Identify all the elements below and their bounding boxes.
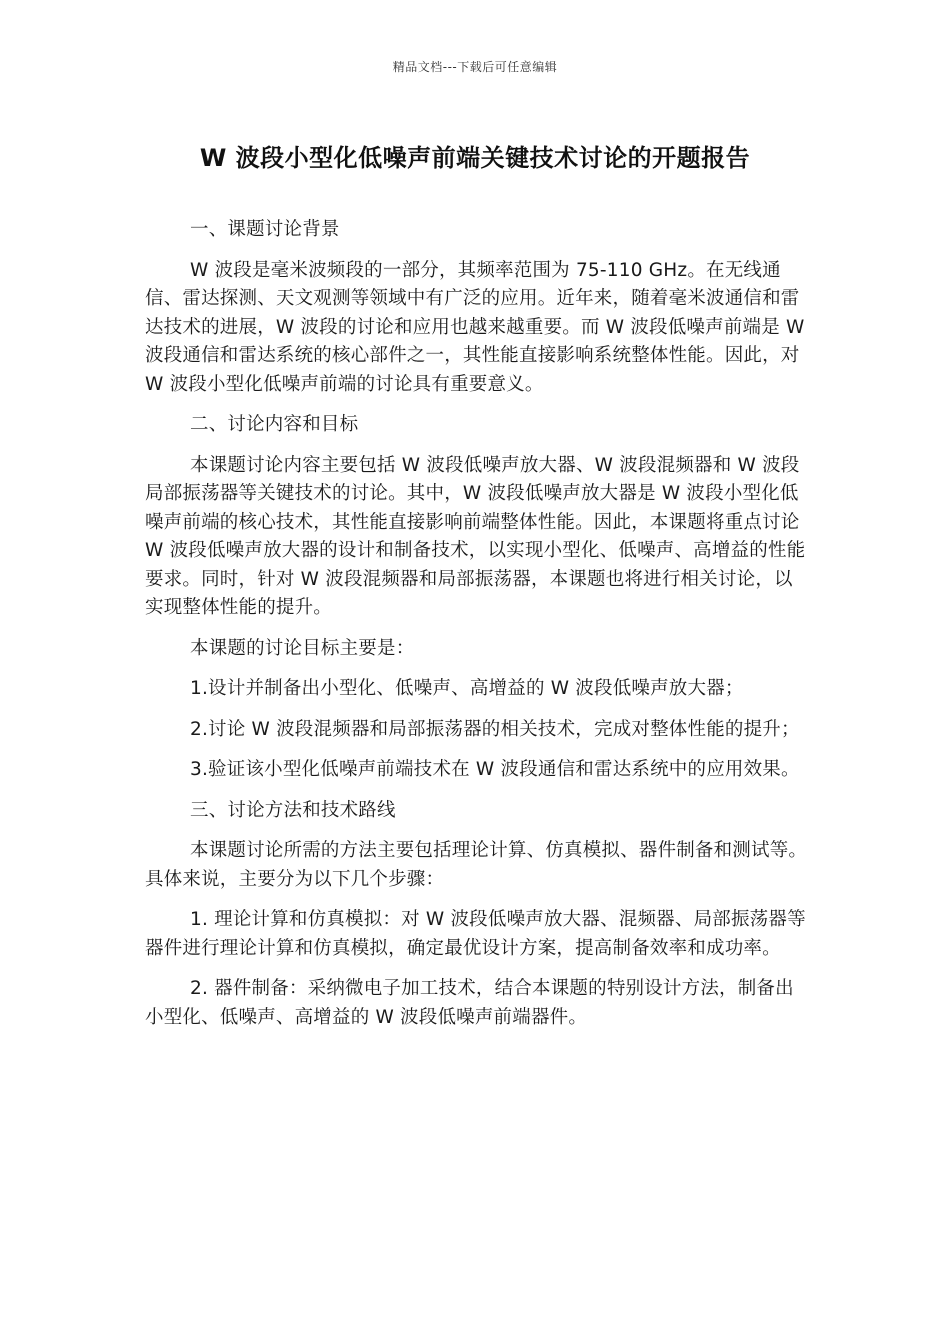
- paragraph-goals-intro: 本课题的讨论目标主要是：: [190, 637, 415, 659]
- method-step-1: 1. 理论计算和仿真模拟：对 W 波段低噪声放大器、混频器、局部振荡器等器件进行理论计算和仿真模拟，确定最优设计方案，提高制备效率和成功率。: [145, 909, 806, 959]
- document-title: W 波段小型化低噪声前端关键技术讨论的开题报告: [199, 144, 751, 172]
- goal-item-3: 3.验证该小型化低噪声前端技术在 W 波段通信和雷达系统中的应用效果。: [190, 759, 800, 780]
- section-heading-background: 一、课题讨论背景: [190, 219, 340, 240]
- paragraph-content: 本课题讨论内容主要包括 W 波段低噪声放大器、W 波段混频器和 W 波段局部振荡器等关键技术的讨论。其中，W 波段低噪声放大器是 W 波段小型化低噪声前端的核心技术，其性能直接影响前端整体性能。因此，本课题将重点讨论 W 波段低噪声放大器的设计和制备技术，以实现小型化、低噪声、高增益的性能要求。同时，针对 W 波段混频器和局部振荡器，本课题也将进行相关讨论，以实现整体性能的提升。: [145, 454, 806, 618]
- section-heading-methods: 三、讨论方法和技术路线: [190, 799, 396, 821]
- paragraph-methods-intro: 本课题讨论所需的方法主要包括理论计算、仿真模拟、器件制备和测试等。具体来说，主要分为以下几个步骤：: [145, 840, 808, 890]
- document-body: [145, 216, 809, 1044]
- section-heading-content-goals: 二、讨论内容和目标: [190, 414, 359, 435]
- goal-item-1: 1.设计并制备出小型化、低噪声、高增益的 W 波段低噪声放大器；: [190, 678, 744, 699]
- paragraph-background: W 波段是毫米波频段的一部分，其频率范围为 75-110 GHz。在无线通信、雷达探测、天文观测等领域中有广泛的应用。近年来，随着毫米波通信和雷达技术的进展，W 波段的讨论和应用也越来越重要。而 W 波段低噪声前端是 W 波段通信和雷达系统的核心部件之一，其性能直接影响系统整体性能。因此，对 W 波段小型化低噪声前端的讨论具有重要意义。: [145, 259, 805, 395]
- method-step-2: 2. 器件制备：采纳微电子加工技术，结合本课题的特别设计方法，制备出小型化、低噪声、高增益的 W 波段低噪声前端器件。: [145, 978, 794, 1028]
- goal-item-2: 2.讨论 W 波段混频器和局部振荡器的相关技术，完成对整体性能的提升；: [190, 718, 800, 740]
- header-note: 精品文档---下载后可任意编辑: [392, 60, 558, 74]
